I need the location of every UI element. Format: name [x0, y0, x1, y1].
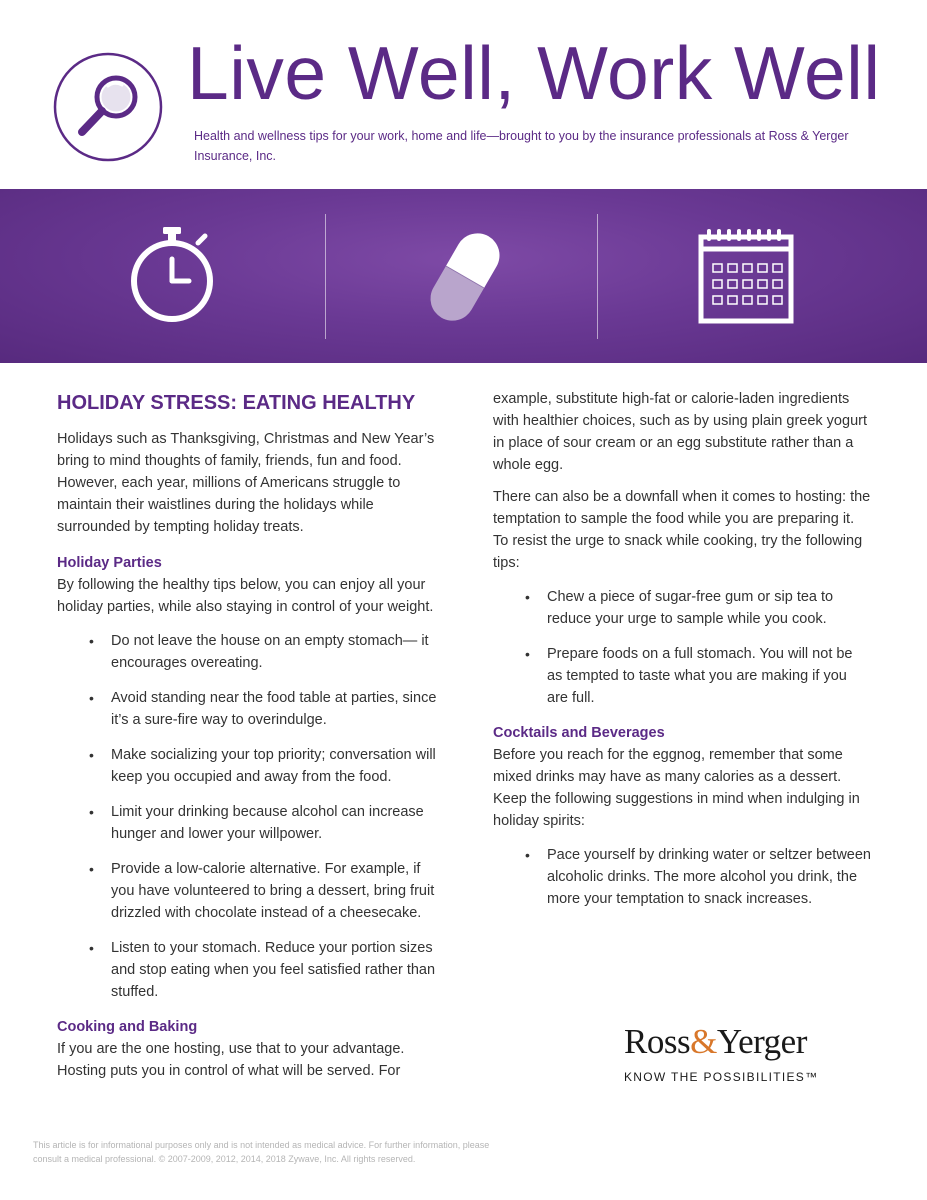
- intro-paragraph: Holidays such as Thanksgiving, Christmas and New Year’s bring to mind thoughts of family, friends, fun and food. However, each year, millions of Americans struggle to maintain their waistlines during the holidays while surrounded by tempting holiday treats.: [57, 431, 435, 535]
- parties-tip-list: [57, 630, 442, 1003]
- tip-text: Chew a piece of sugar-free gum or sip tea to reduce your urge to sample while you cook.: [547, 589, 834, 627]
- tip-text: Avoid standing near the food table at parties, since it’s a sure-fire way to overindulge.: [111, 690, 437, 728]
- stopwatch-icon: [124, 226, 220, 322]
- list-item: [57, 937, 442, 1003]
- list-item: [57, 744, 442, 788]
- list-item: [57, 801, 442, 845]
- pill-icon: [420, 225, 510, 329]
- brand-ampersand: &: [690, 1022, 717, 1061]
- list-item: [57, 630, 442, 674]
- bullet: •: [89, 861, 94, 877]
- list-item: [57, 858, 442, 924]
- list-item: [493, 844, 871, 910]
- bullet: •: [89, 690, 94, 706]
- brand-name-part2: Yerger: [716, 1022, 807, 1061]
- article-title: HOLIDAY STRESS: EATING HEALTHY: [57, 392, 416, 414]
- parties-paragraph: By following the healthy tips below, you can enjoy all your holiday parties, while also staying in control of your weight.: [57, 577, 434, 615]
- tip-text: Prepare foods on a full stomach. You will not be as tempted to taste what you are making if you are full.: [547, 646, 853, 706]
- subhead-cocktails-beverages: Cocktails and Beverages: [493, 725, 665, 741]
- tip-text: Limit your drinking because alcohol can increase hunger and lower your willpower.: [111, 804, 424, 842]
- calendar-icon: [698, 227, 794, 325]
- article-left-column: [57, 385, 442, 1092]
- list-item: [493, 586, 871, 630]
- beverages-paragraph: Before you reach for the eggnog, remember that some mixed drinks may have as many calories as a dessert. Keep the following suggestions in mind when indulging in holiday spirits:: [493, 747, 860, 829]
- list-item: [493, 643, 871, 709]
- subhead-holiday-parties: Holiday Parties: [57, 555, 162, 571]
- article-right-column: [493, 388, 871, 923]
- banner-divider-2: [597, 214, 598, 339]
- page-title: Live Well, Work Well: [187, 31, 881, 115]
- ross-yerger-logo: [624, 1022, 824, 1084]
- tip-text: Make socializing your top priority; conversation will keep you occupied and away from the food.: [111, 747, 436, 785]
- tip-text: Pace yourself by drinking water or seltzer between alcoholic drinks. The more alcohol you drink, the more your temptation to snack increases.: [547, 847, 871, 907]
- cooking-paragraph-continued: example, substitute high-fat or calorie-laden ingredients with healthier choices, such as by using plain greek yogurt in place of sour cream or an egg substitute rather than a whole egg.: [493, 391, 867, 473]
- icon-banner: [0, 189, 927, 363]
- banner-divider-1: [325, 214, 326, 339]
- cooking-paragraph-start: If you are the one hosting, use that to your advantage. Hosting puts you in control of what will be served. For: [57, 1041, 405, 1079]
- tip-text: Provide a low-calorie alternative. For example, if you have volunteered to bring a dessert, bring fruit drizzled with chocolate instead of a cheesecake.: [111, 861, 435, 921]
- bullet: •: [89, 940, 94, 956]
- bullet: •: [525, 847, 530, 863]
- bullet: •: [89, 804, 94, 820]
- beverages-tip-list: [493, 844, 871, 910]
- subhead-cooking-baking: Cooking and Baking: [57, 1019, 198, 1035]
- brand-name: [624, 1022, 824, 1062]
- bullet: •: [525, 589, 530, 605]
- bullet: •: [89, 747, 94, 763]
- tip-text: Do not leave the house on an empty stomach— it encourages overeating.: [111, 633, 429, 671]
- hosting-paragraph: There can also be a downfall when it comes to hosting: the temptation to sample the food while you are preparing it. To resist the urge to snack while cooking, try the following tips:: [493, 489, 871, 571]
- cooking-tip-list: [493, 586, 871, 709]
- magnifier-logo: [53, 52, 163, 162]
- brand-name-part1: Ross: [624, 1022, 691, 1061]
- list-item: [57, 687, 442, 731]
- brand-tagline: KNOW THE POSSIBILITIES™: [624, 1070, 819, 1084]
- bullet: •: [525, 646, 530, 662]
- footer-disclaimer: This article is for informational purposes only and is not intended as medical advice. For further information, please consult a medical professional. © 2007-2009, 2012, 2014, 2018 Zywave, Inc. All rights reserved.: [33, 1140, 490, 1164]
- header-tagline: Health and wellness tips for your work, home and life—brought to you by the insurance professionals at Ross & Yerger Insurance, Inc.: [194, 129, 849, 163]
- magnifier-icon: [53, 52, 163, 162]
- tip-text: Listen to your stomach. Reduce your portion sizes and stop eating when you feel satisfied rather than stuffed.: [111, 940, 436, 1000]
- bullet: •: [89, 633, 94, 649]
